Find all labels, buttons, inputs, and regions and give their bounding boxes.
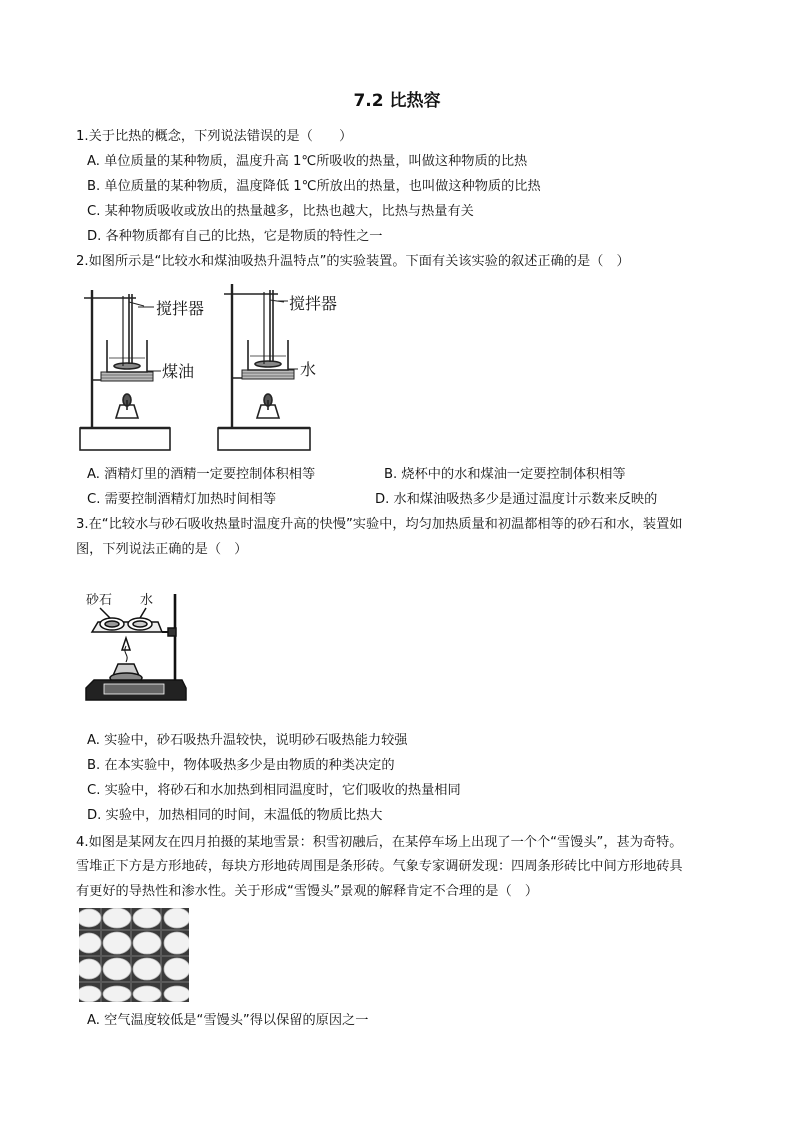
- q3-stem-line1: 3.在“比较水与砂石吸收热量时温度升高的快慢”实验中，均匀加热质量和初温都相等的砂石和水，装置如: [76, 517, 683, 532]
- q1-option-d[interactable]: D. 各种物质都有自己的比热，它是物质的特性之一: [87, 229, 383, 244]
- q1-stem: 1.关于比热的概念，下列说法错误的是（ ）: [76, 129, 353, 144]
- q4-stem-line2: 雪堆正下方是方形地砖，每块方形地砖周围是条形砖。气象专家调研发现：四周条形砖比中间方形地砖具: [76, 859, 683, 874]
- q2-option-b[interactable]: B. 烧杯中的水和煤油一定要控制体积相等: [384, 467, 626, 482]
- q2-label-stirrer-left: 搅拌器: [156, 299, 205, 318]
- q3-stem-line2: 图，下列说法正确的是（ ）: [76, 542, 248, 557]
- q4-stem-line1: 4.如图是某网友在四月拍摄的某地雪景：积雪初融后，在某停车场上出现了一个个“雪馒头”，甚为奇特。: [76, 835, 683, 850]
- q4-stem-line3: 有更好的导热性和渗水性。关于形成“雪馒头”景观的解释肯定不合理的是（ ）: [76, 884, 539, 899]
- q1-option-b[interactable]: B. 单位质量的某种物质，温度降低 1℃所放出的热量，也叫做这种物质的比热: [87, 179, 541, 194]
- q3-label-water: 水: [140, 593, 154, 608]
- q2-apparatus-figure: [76, 280, 346, 458]
- q2-label-stirrer-right: 搅拌器: [289, 294, 338, 313]
- q3-option-d[interactable]: D. 实验中，加热相同的时间，末温低的物质比热大: [87, 808, 383, 823]
- q2-option-c[interactable]: C. 需要控制酒精灯加热时间相等: [87, 492, 277, 507]
- q1-option-c[interactable]: C. 某种物质吸收或放出的热量越多，比热也越大，比热与热量有关: [87, 204, 474, 219]
- q1-option-a[interactable]: A. 单位质量的某种物质，温度升高 1℃所吸收的热量，叫做这种物质的比热: [87, 154, 528, 169]
- page-title: 7.2 比热容: [353, 91, 441, 111]
- q2-option-a[interactable]: A. 酒精灯里的酒精一定要控制体积相等: [87, 467, 316, 482]
- q2-left-labels: [138, 299, 204, 381]
- q3-label-sand: 砂石: [86, 593, 113, 608]
- q2-label-kerosene: 煤油: [162, 362, 195, 381]
- q2-stem: 2.如图所示是“比较水和煤油吸热升温特点”的实验装置。下面有关该实验的叙述正确的是（ ）: [76, 254, 630, 269]
- q3-option-c[interactable]: C. 实验中，将砂石和水加热到相同温度时，它们吸收的热量相同: [87, 783, 461, 798]
- q4-snow-photo: [79, 908, 189, 1002]
- q2-option-d[interactable]: D. 水和煤油吸热多少是通过温度计示数来反映的: [375, 492, 658, 507]
- q3-option-a[interactable]: A. 实验中，砂石吸热升温较快，说明砂石吸热能力较强: [87, 733, 408, 748]
- q2-label-water: 水: [300, 360, 317, 379]
- q3-apparatus-figure: [82, 588, 190, 712]
- q4-option-a[interactable]: A. 空气温度较低是“雪馒头”得以保留的原因之一: [87, 1013, 369, 1028]
- q3-option-b[interactable]: B. 在本实验中，物体吸热多少是由物质的种类决定的: [87, 758, 395, 773]
